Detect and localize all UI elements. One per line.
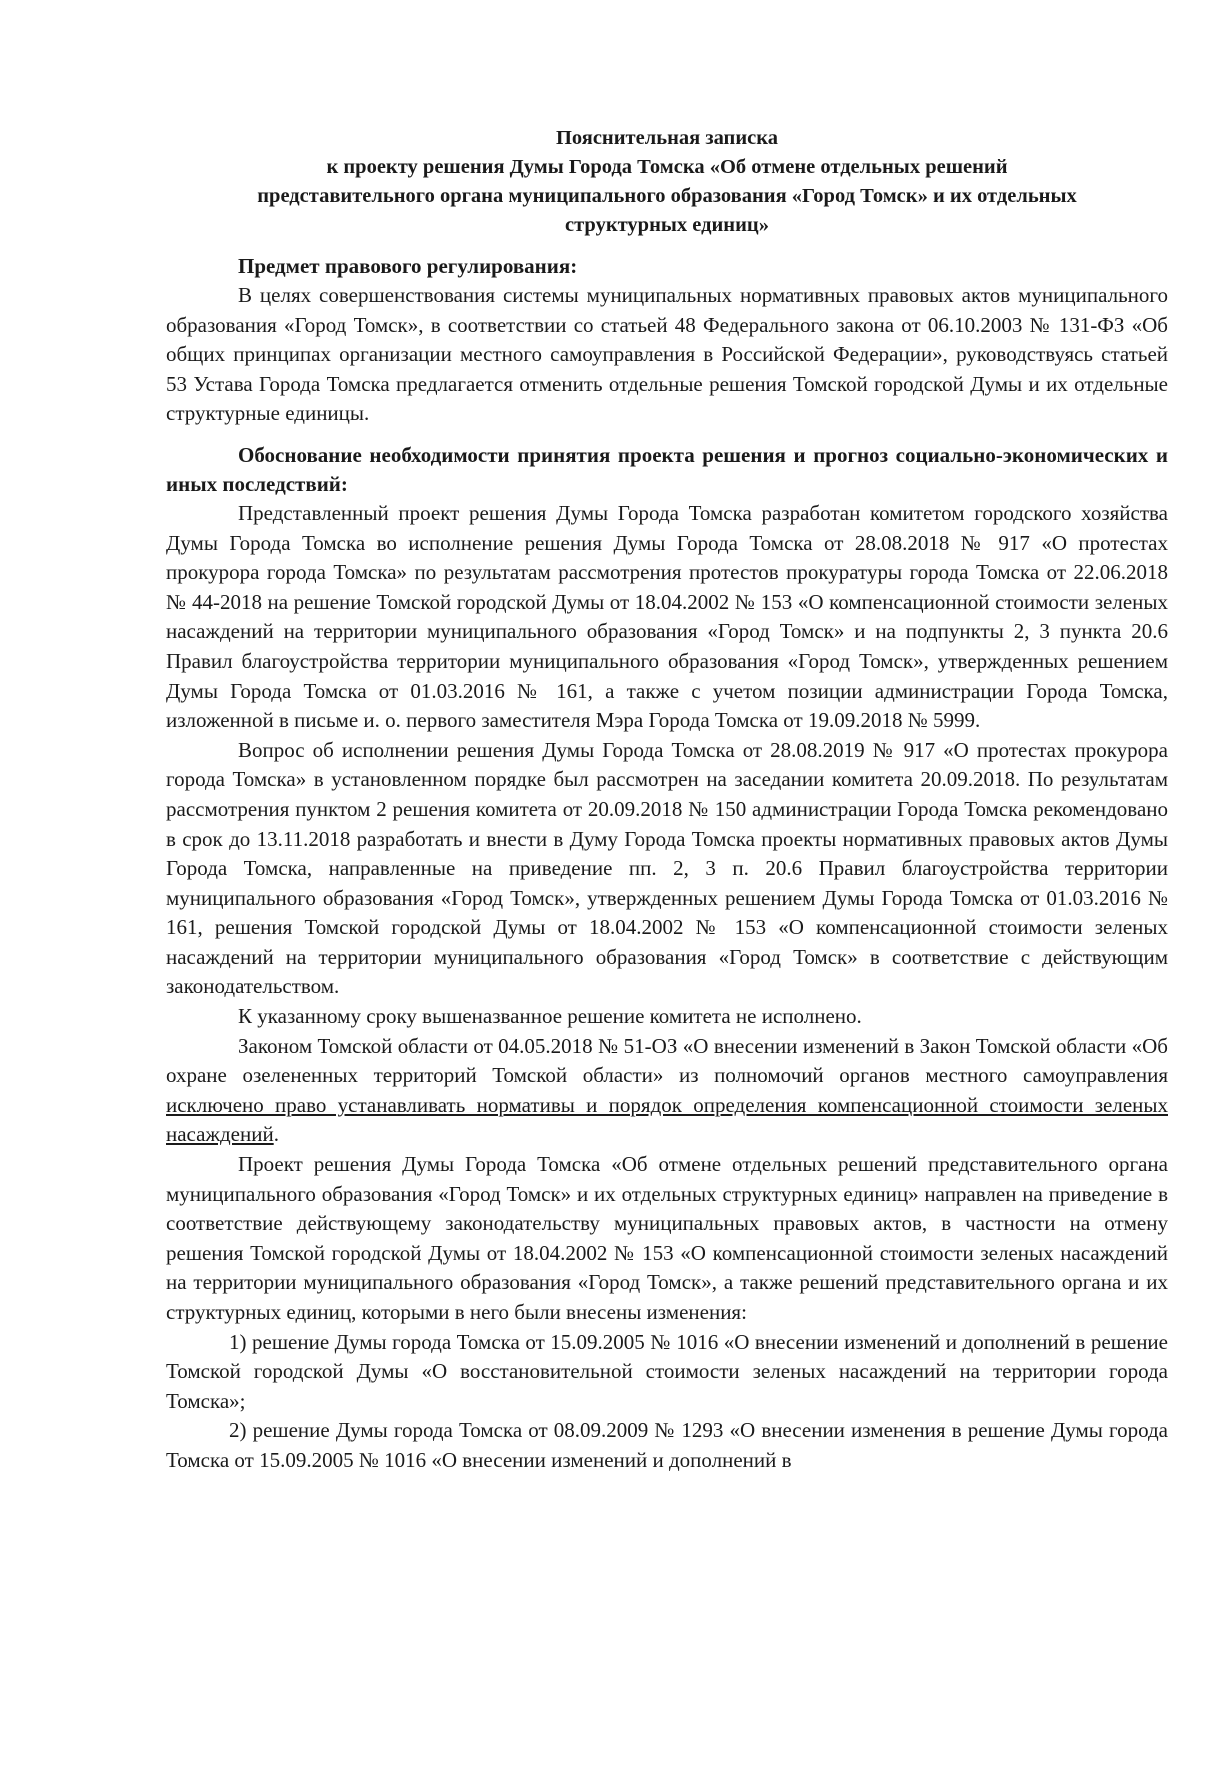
justification-paragraph-1: Представленный проект решения Думы Города Томска разработан комитетом городского хозяйства Думы Города Томска во исполнение решения Думы Города Томска от 28.08.2018 № 917 «О протестах прокурора города Томска» по результатам рассмотрения протестов прокуратуры города Томска от 22.06.2018 № 44-2018 на решение Томской городской Думы от 18.04.2002 № 153 «О компенсационной стоимости зеленых насаждений на территории муниципального образования «Город Томск» и на подпункты 2, 3 пункта 20.6 Правил благоустройства территории муниципального образования «Город Томск», утвержденных решением Думы Города Томска от 01.03.2016 № 161, а также с учетом позиции администрации Города Томска, изложенной в письме и. о. первого заместителя Мэра Города Томска от 19.09.2018 № 5999. [166,500,1168,733]
title-line-3: представительного органа муниципального образования «Город Томск» и их отдельных [257,185,1077,207]
justification-paragraph-5: Проект решения Думы Города Томска «Об отмене отдельных решений представительного органа муниципального образования «Город Томск» и их отдельных структурных единиц» направлен на приведение в соответствие действующему законодательству муниципальных правовых актов, в частности на отмену решения Томской городской Думы от 18.04.2002 № 153 «О компенсационной стоимости зеленых насаждений на территории муниципального образования «Город Томск», а также решений представительного органа и их структурных единиц, которыми в него были внесены изменения: [166,1152,1168,1324]
list-item-2: 2) решение Думы города Томска от 08.09.2009 № 1293 «О внесении изменения в решение Думы города Томска от 15.09.2005 № 1016 «О внесении изменений и дополнений в [166,1418,1168,1472]
paragraph-4-underlined: исключено право устанавливать нормативы и порядок определения компенсационной стоимости зеленых насаждений [166,1092,1168,1147]
title-line-4: структурных единиц» [565,214,769,236]
subject-heading: Предмет правового регулирования: [238,254,578,278]
justification-paragraph-3: К указанному сроку вышеназванное решение комитета не исполнено. [238,1004,862,1029]
document-title [166,124,1168,240]
title-line-2: к проекту решения Думы Города Томска «Об отмене отдельных решений [326,156,1008,178]
justification-heading: Обоснование необходимости принятия проекта решения и прогноз социально-экономических и иных последствий: [166,442,1168,496]
paragraph-4-start: Законом Томской области от 04.05.2018 № 51-ОЗ «О внесении изменений в Закон Томской области «Об охране озелененных территорий Томской области» из полномочий органов местного самоуправления [166,1033,1168,1088]
justification-paragraph-4 [166,1032,1168,1150]
title-line-1: Пояснительная записка [555,127,779,149]
list-item-1: 1) решение Думы города Томска от 15.09.2005 № 1016 «О внесении изменений и дополнений в решение Томской городской Думы «О восстановительной стоимости зеленых насаждений на территории города Томска»; [166,1329,1168,1413]
subject-paragraph: В целях совершенствования системы муниципальных нормативных правовых актов муниципального образования «Город Томск», в соответствии со статьей 48 Федерального закона от 06.10.2003 № 131-ФЗ «Об общих принципах организации местного самоуправления в Российской Федерации», руководствуясь статьей 53 Устава Города Томска предлагается отменить отдельные решения Томской городской Думы и их отдельные структурные единицы. [166,283,1168,426]
paragraph-4-end: . [273,1122,279,1147]
justification-paragraph-2: Вопрос об исполнении решения Думы Города Томска от 28.08.2019 № 917 «О протестах прокурора города Томска» в установленном порядке был рассмотрен на заседании комитета 20.09.2018. По результатам рассмотрения пунктом 2 решения комитета от 20.09.2018 № 150 администрации Города Томска рекомендовано в срок до 13.11.2018 разработать и внести в Думу Города Томска проекты нормативных правовых актов Думы Города Томска, направленные на приведение пп. 2, 3 п. 20.6 Правил благоустройства территории муниципального образования «Город Томск», утвержденных решением Думы Города Томска от 01.03.2016 № 161, решения Томской городской Думы от 18.04.2002 № 153 «О компенсационной стоимости зеленых насаждений на территории муниципального образования «Город Томск» в соответствие с действующим законодательством. [166,737,1168,999]
